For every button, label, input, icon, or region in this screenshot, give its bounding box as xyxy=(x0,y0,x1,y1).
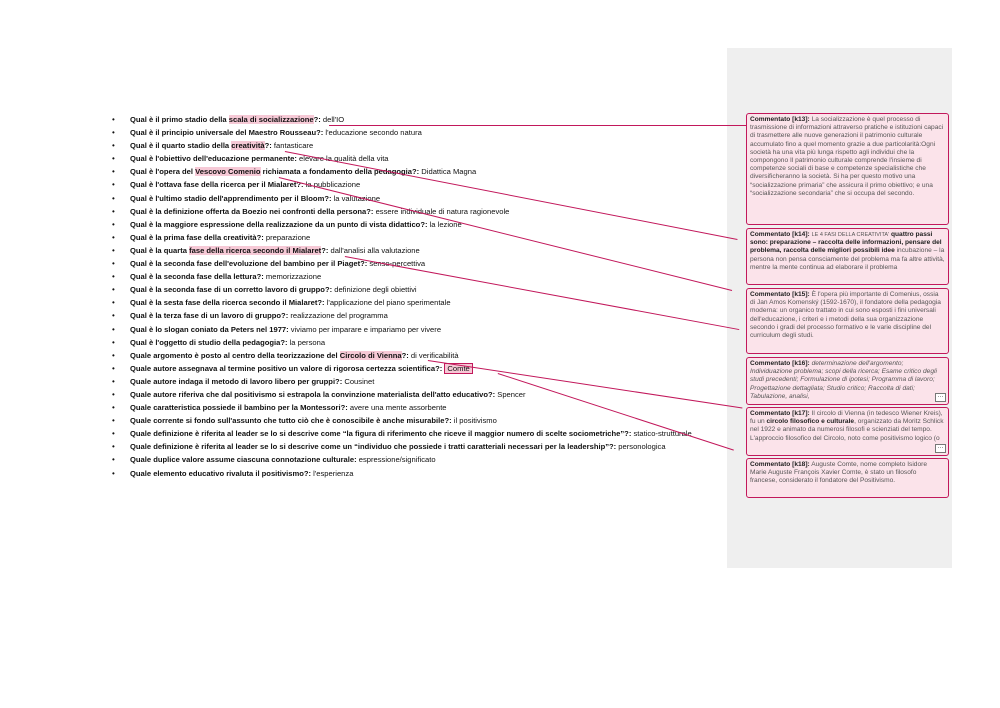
comment-k16[interactable] xyxy=(746,357,949,405)
highlighted-term: Circolo di Vienna xyxy=(339,350,402,360)
question-list xyxy=(112,113,724,480)
question-text: richiamata a fondamento della pedagogia?: xyxy=(260,167,422,177)
question-text: Qual è l'oggetto di studio della pedagogia?: xyxy=(130,337,290,347)
answer-text: senso-percettiva xyxy=(369,259,426,269)
question-text: Qual è la terza fase di un lavoro di gruppo?: xyxy=(130,311,291,321)
answer-text: realizzazione del programma xyxy=(290,311,388,321)
question-text: ?: xyxy=(321,245,331,255)
answer-text: la lezione xyxy=(429,219,462,229)
answer-text: personologica xyxy=(618,442,666,452)
question-text: Qual è l'ottava fase della ricerca per il Mialaret?: xyxy=(130,180,306,190)
question-text: Qual è la seconda fase dell'evoluzione del bambino per il Piaget?: xyxy=(130,259,370,269)
answer-text: elevare la qualità della vita xyxy=(299,154,389,164)
list-item xyxy=(112,192,724,205)
answer-text: fantasticare xyxy=(273,141,314,151)
question-text: Qual è il quarto stadio della xyxy=(130,141,232,151)
list-item xyxy=(112,401,724,414)
comment-tag: Commentato [k15]: xyxy=(750,291,810,298)
expand-comment-button[interactable]: … xyxy=(935,444,946,453)
question-text: Qual è il primo stadio della xyxy=(130,115,229,124)
highlighted-term: creatività xyxy=(231,141,265,151)
list-item xyxy=(112,296,724,309)
answer-text: l'educazione secondo natura xyxy=(325,128,422,138)
highlighted-term: scala di socializzazione xyxy=(228,115,314,124)
answer-text: l'applicazione del piano sperimentale xyxy=(326,298,451,308)
highlighted-term: fase della ricerca secondo il Mialaret xyxy=(189,245,322,255)
question-text: Qual è la seconda fase di un corretto lavoro di gruppo?: xyxy=(130,285,335,295)
comment-k14[interactable] xyxy=(746,228,949,285)
comment-tag: Commentato [k16]: xyxy=(750,360,810,367)
comment-strong-text: quattro passi sono: preparazione – raccolta delle informazioni, pensare del problema, raccolta delle migliori possibili idee xyxy=(750,231,942,255)
question-text: Quale caratteristica possiede il bambino per la Montessori?: xyxy=(130,403,350,413)
list-item xyxy=(112,309,724,322)
answer-text: memorizzazione xyxy=(265,272,322,282)
question-text: Quale elemento educativo rivaluta il positivismo?: xyxy=(130,468,314,478)
comment-k15[interactable] xyxy=(746,288,949,354)
list-item xyxy=(112,453,724,466)
question-text: Qual è la definizione offerta da Boezio nei confronti della persona?: xyxy=(130,206,376,216)
answer-text: Spencer xyxy=(497,389,526,399)
question-text: Qual è la seconda fase della lettura?: xyxy=(130,272,266,282)
question-text: ?: xyxy=(313,115,323,124)
comment-strong-text: circolo filosofico e culturale xyxy=(766,418,855,426)
list-item xyxy=(112,375,724,388)
answer-text: la valutazione xyxy=(333,193,381,203)
question-text: ?: xyxy=(401,350,411,360)
comment-tag: Commentato [k17]: xyxy=(750,410,810,417)
comment-subtitle: LE 4 FASI DELLA CREATIVITA' xyxy=(811,232,890,238)
answer-text: Didattica Magna xyxy=(421,167,477,177)
answer-text: avere una mente assorbente xyxy=(349,403,447,413)
question-text: Quale corrente si fondo sull'assunto che tutto ciò che è conoscibile è anche misurabile?: xyxy=(130,416,454,426)
list-item xyxy=(112,427,724,440)
answer-text: viviamo per imparare e impariamo per vivere xyxy=(290,324,442,334)
list-item xyxy=(112,126,724,139)
answer-text: statico-strutturale xyxy=(633,429,692,439)
list-item xyxy=(112,244,724,257)
list-item xyxy=(112,231,724,244)
comment-text: determinazione dell'argomento; Individuazione problema; scopi della ricerca; Esame critico degli studi precedenti; Formulazione di ipotesi; Programma di lavoro; Progettazione dettagliata; Studio critico; Raccolta di dati; Tabulazione, analisi, xyxy=(750,360,937,400)
comment-text: È l'opera più importante di Comenius, ossia di Jan Amos Komenský (1592-1670), il fondatore della pedagogia moderna: un organico trattato in cui sono esposti i fini universali dell'educazione, i criteri e i metodi della sua organizzazione secondo i gradi del processo formativo e le varie discipline del curriculum degli studi. xyxy=(750,291,941,340)
question-text: Qual è la sesta fase della ricerca secondo il Mialaret?: xyxy=(130,298,327,308)
answer-text: essere individuale di natura ragionevole xyxy=(375,206,510,216)
list-item xyxy=(112,336,724,349)
answer-text: di verificabilità xyxy=(410,350,459,360)
question-text: Qual è l'opera del xyxy=(130,167,196,177)
question-text: ?: xyxy=(264,141,274,151)
comment-text: , organizzato da Moritz Schlick nel 1922 e animato da numerosi filosofi e scienziati del tempo. L'approccio filosofico del Circolo, noto come positivismo logico (o xyxy=(750,418,944,442)
list-item xyxy=(112,283,724,296)
list-item xyxy=(112,257,724,270)
list-item xyxy=(112,218,724,231)
answer-text: la persona xyxy=(289,337,326,347)
answer-text: Cousinet xyxy=(344,376,375,386)
question-text: Qual è lo slogan coniato da Peters nel 1977: xyxy=(130,324,291,334)
question-text: Quale autore assegnava al termine positivo un valore di rigorosa certezza scientifica?: xyxy=(130,363,445,373)
comment-tag: Commentato [k18]: xyxy=(750,461,810,468)
comment-k17[interactable] xyxy=(746,407,949,456)
question-text: Quale duplice valore assume ciascuna connotazione culturale: xyxy=(130,455,359,465)
comment-text: incubazione – la persona non pensa consciamente del problema ma fa altre attività, mentre la mente continua ad elaborare il problema xyxy=(750,247,945,271)
comment-k13[interactable] xyxy=(746,113,949,225)
answer-text: definizione degli obiettivi xyxy=(334,285,417,295)
question-text: Quale argomento è posto al centro della teorizzazione del xyxy=(130,350,340,360)
list-item xyxy=(112,323,724,336)
list-item xyxy=(112,349,724,362)
highlighted-term: Vescovo Comenio xyxy=(195,167,261,177)
comment-tag: Commentato [k13]: xyxy=(750,116,810,123)
question-text: Qual è la quarta xyxy=(130,245,190,255)
question-text: Quale autore indaga il metodo di lavoro libero per gruppi?: xyxy=(130,376,345,386)
answer-text: la pubblicazione xyxy=(305,180,361,190)
question-text: Quale autore riferiva che dal positivismo si estrapola la convinzione materialista dell'atto educativo?: xyxy=(130,389,498,399)
comment-connector xyxy=(329,125,746,126)
question-text: Qual è la prima fase della creatività?: xyxy=(130,232,266,242)
question-text: Qual è la maggiore espressione della realizzazione da un punto di vista didattico?: xyxy=(130,219,430,229)
answer-text: l'esperienza xyxy=(313,468,354,478)
comment-tag: Commentato [k14]: xyxy=(750,231,810,238)
expand-comment-button[interactable]: … xyxy=(935,393,946,402)
question-text: Quale definizione è riferita al leader se lo si descrive come un “individuo che possiede i tratti caratteriali necessari per la leadership”?: xyxy=(130,442,619,452)
list-item xyxy=(112,139,724,152)
answer-text: dell'IO xyxy=(322,115,345,124)
question-text: Qual è l'obiettivo dell'educazione permanente: xyxy=(130,154,300,164)
comment-text: Auguste Comte, nome completo Isidore Marie Auguste François Xavier Comte, è stato un filosofo francese, considerato il fondatore del Positivismo. xyxy=(750,461,928,485)
list-item xyxy=(112,178,724,191)
answer-text: Comte xyxy=(444,363,472,374)
question-text: Quale definizione è riferita al leader se lo si descrive come “la figura di riferimento che riceve il maggior numero di scelte sociometriche”?: xyxy=(130,429,634,439)
answer-text: dall'analisi alla valutazione xyxy=(330,245,420,255)
comment-text: La socializzazione è quel processo di trasmissione di informazioni attraverso pratiche e istituzioni capaci di trasmettere alle nuove generazioni il patrimonio culturale accumulato fino a quel momento grazie a due particolarità:Ogni società ha una vita più lunga rispetto agli individui che la compongono Il patrimonio culturale comprende l'insieme di competenze sociali di base e competenze specialistiche che diversificheranno la società. Si ha per questo motivo una “socializzazione primaria” che assicura il primo obiettivo; e una “socializzazione secondaria” che si occupa del secondo. xyxy=(750,116,944,197)
comment-k18[interactable] xyxy=(746,458,949,498)
list-item xyxy=(112,152,724,165)
answer-text: il positivismo xyxy=(453,416,497,426)
answer-text: preparazione xyxy=(265,232,311,242)
list-item xyxy=(112,440,724,453)
list-item xyxy=(112,362,724,375)
answer-text: espressione/significato xyxy=(358,455,436,465)
list-item xyxy=(112,467,724,480)
question-text: Qual è l'ultimo stadio dell'apprendimento per il Bloom?: xyxy=(130,193,334,203)
comment-text: Il circolo di Vienna (in tedesco Wiener Kreis), fu un xyxy=(750,410,943,426)
question-text: Qual è il principio universale del Maestro Rousseau?: xyxy=(130,128,326,138)
list-item xyxy=(112,270,724,283)
